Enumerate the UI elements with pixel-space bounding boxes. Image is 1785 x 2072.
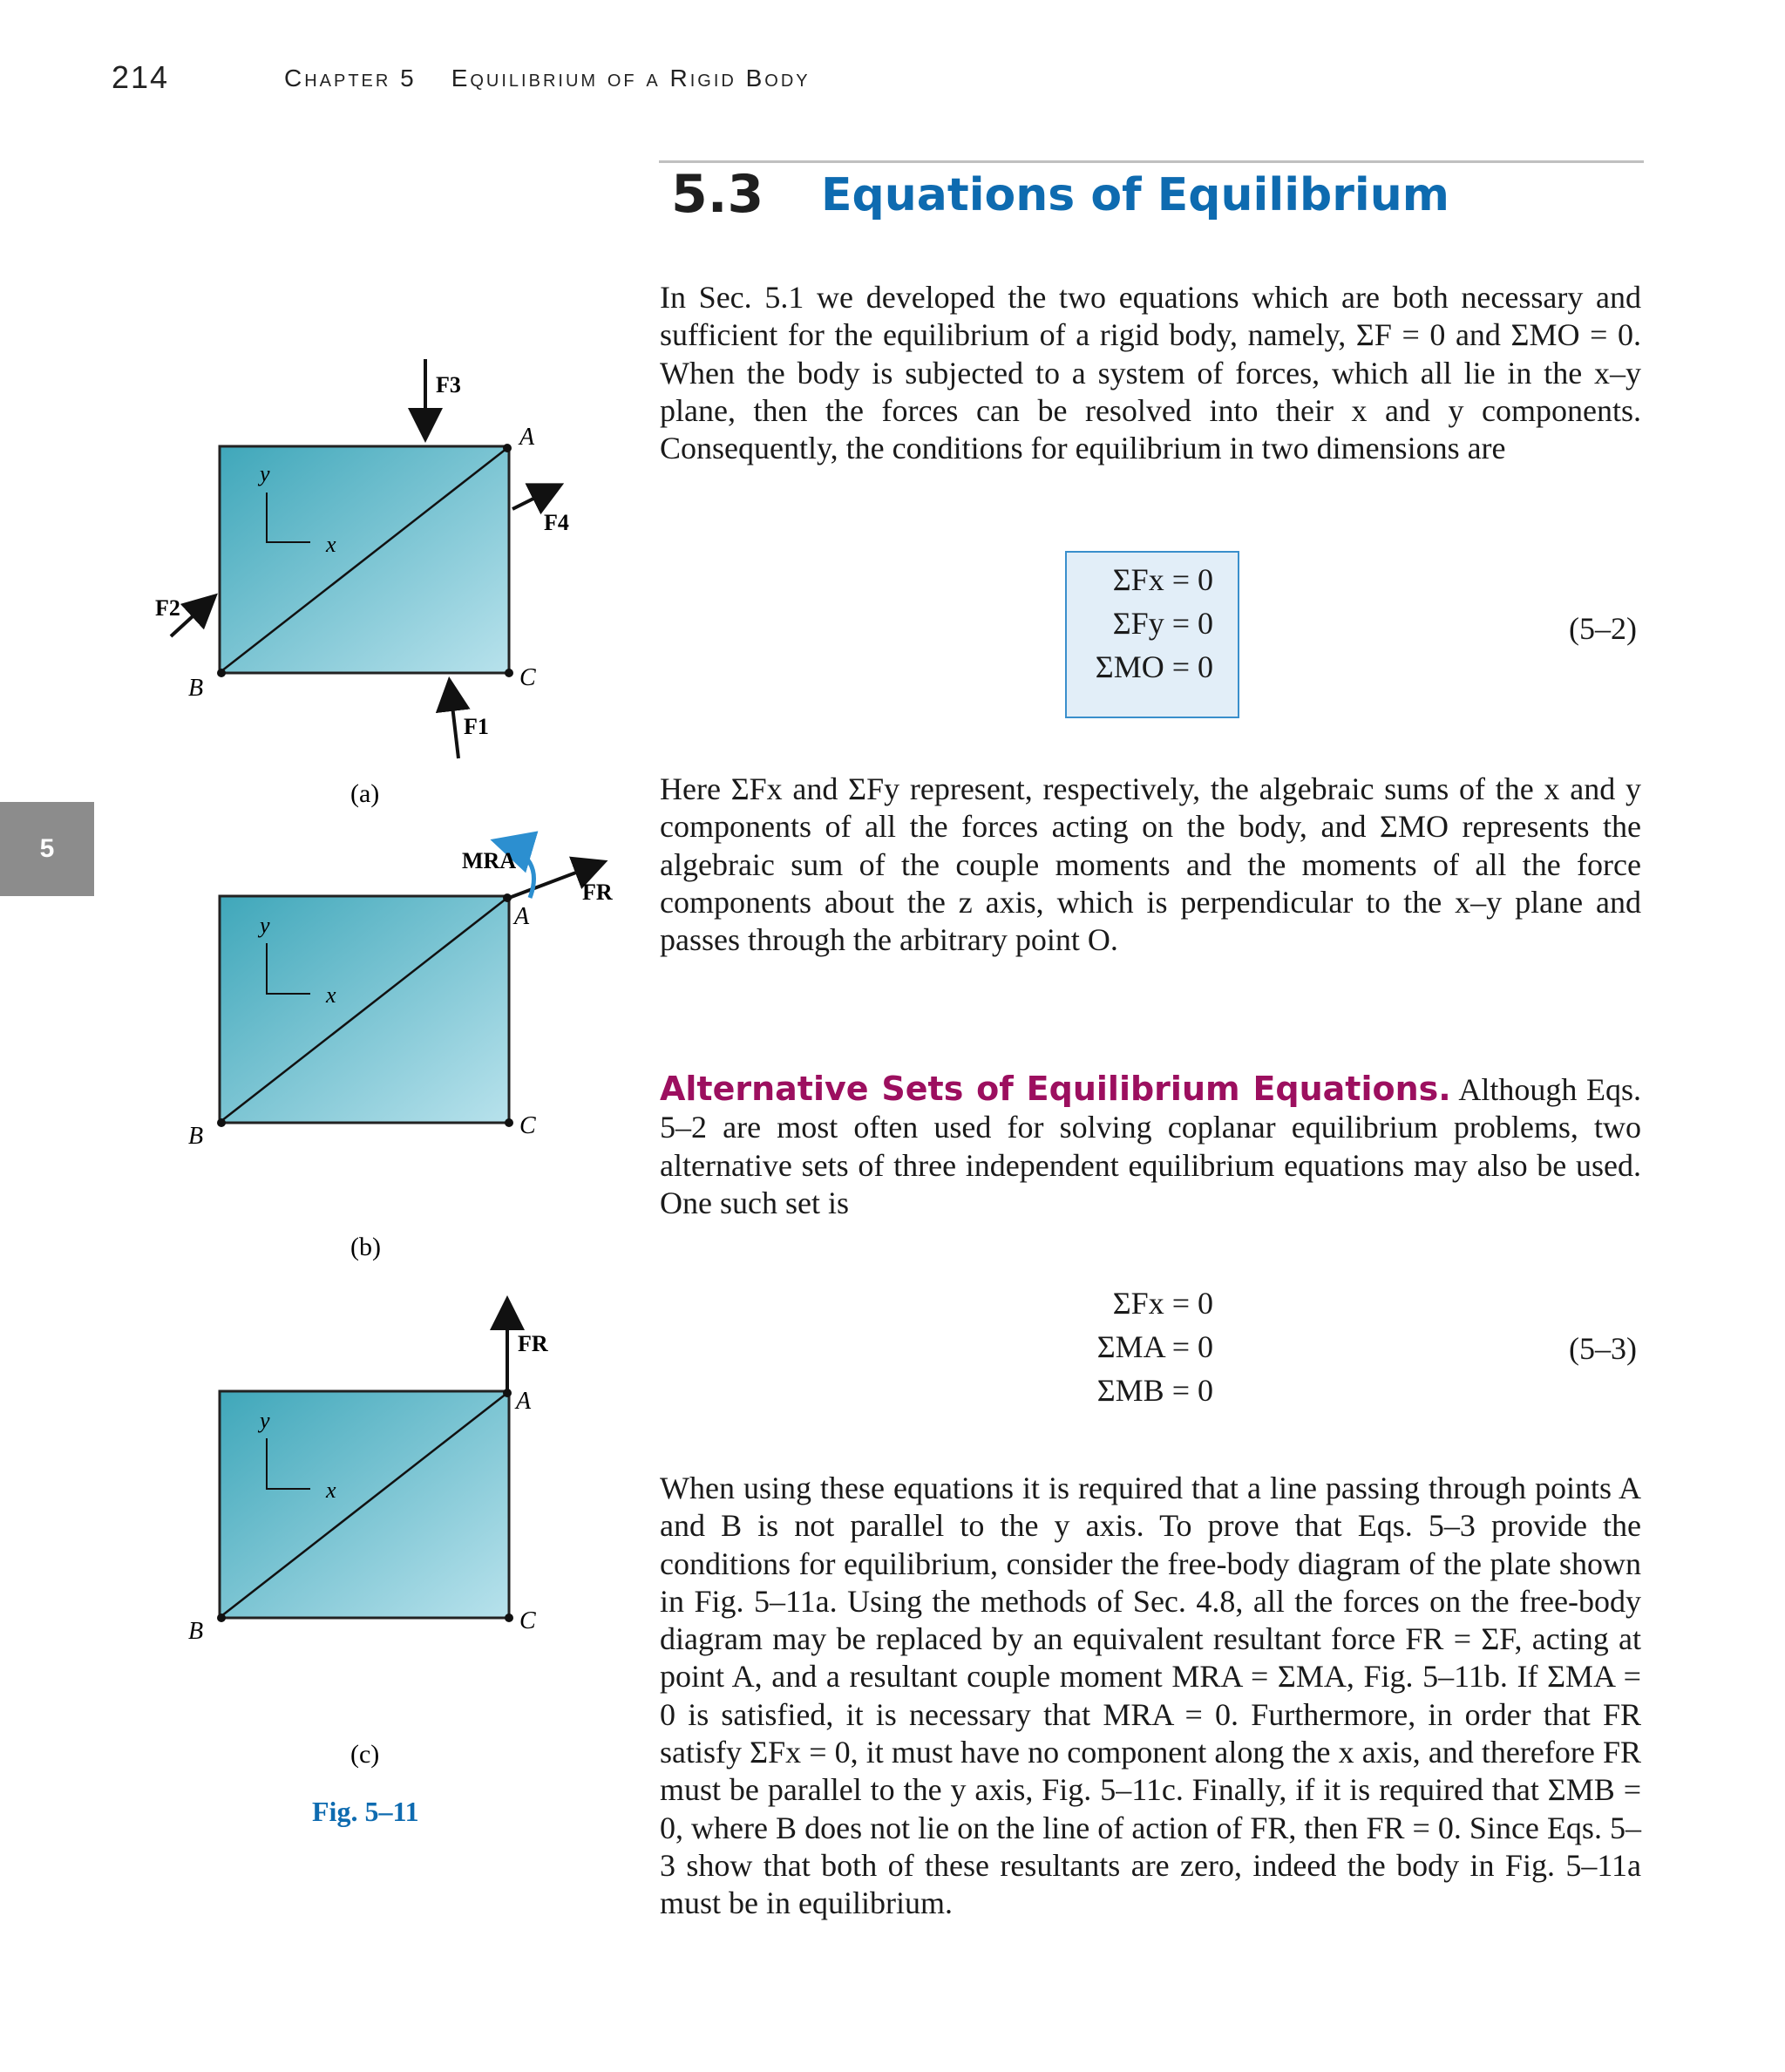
alternative-heading: Alternative Sets of Equilibrium Equations. [660, 1070, 1451, 1108]
panel-b [188, 842, 613, 1261]
label-b: B [188, 1123, 204, 1150]
force-f2-label: F2 [155, 595, 180, 621]
label-c: C [519, 1112, 536, 1139]
force-f1-label: F1 [464, 714, 489, 739]
section-number: 5.3 [671, 164, 764, 225]
point-c-marker [505, 1118, 513, 1127]
chapter-side-tab: 5 [0, 802, 94, 896]
force-fr-label: FR [582, 880, 613, 905]
equation-line: ΣFx = 0 [1112, 562, 1213, 597]
figure-5-11 [0, 0, 645, 1874]
label-a: A [516, 1388, 532, 1415]
label-b: B [188, 1618, 204, 1645]
point-b-marker [217, 669, 226, 677]
point-c-marker [505, 669, 513, 677]
equations-5-2 [1065, 558, 1213, 689]
force-f3-label: F3 [436, 372, 461, 397]
intro-paragraph: In Sec. 5.1 we developed the two equations which are both necessary and sufficient for the equilibrium of a rigid body, namely, ΣF = 0 and ΣMO = 0. When the body is subjected to a system of forces, which all lie in the x–y plane, then the forces can be resolved into their x and y components. Consequently, the conditions for equilibrium in two dimensions are [660, 280, 1641, 466]
equation-number-5-3: (5–3) [1569, 1331, 1637, 1366]
panel-c [188, 1302, 548, 1769]
axis-y-label: y [260, 1408, 270, 1433]
force-f4-arrow [512, 486, 558, 509]
force-f4-label: F4 [544, 510, 569, 535]
axis-x-label: x [326, 532, 336, 557]
alternative-text: Although Eqs. 5–2 are most often used for solving coplanar equilibrium problems, two alternative sets of three independent equilibrium equations may also be used. One such set is [660, 1072, 1642, 1220]
figure-caption: Fig. 5–11 [312, 1796, 419, 1827]
label-b: B [188, 675, 204, 702]
force-fr-label: FR [518, 1331, 548, 1356]
equation-line: ΣMO = 0 [1095, 649, 1213, 684]
chapter-title: Equilibrium of a Rigid Body [451, 65, 811, 92]
label-a: A [519, 424, 535, 451]
axis-x-label: x [326, 982, 336, 1008]
panel-a [155, 359, 569, 808]
alternative-sets-paragraph [660, 1070, 1641, 1222]
label-a: A [514, 903, 530, 930]
point-a-marker [503, 444, 512, 452]
equation-line: ΣMA = 0 [1096, 1329, 1213, 1364]
panel-label-a: (a) [350, 779, 380, 808]
equations-5-3 [1065, 1281, 1213, 1412]
point-c-marker [505, 1613, 513, 1622]
panel-label-c: (c) [350, 1740, 380, 1769]
point-b-marker [217, 1613, 226, 1622]
proof-paragraph: When using these equations it is required that a line passing through points A and B is not parallel to the y axis. To prove that Eqs. 5–3 provide the conditions for equilibrium, consider the free-body diagram of the plate shown in Fig. 5–11a. Using the methods of Sec. 4.8, all the forces on the free-body diagram may be replaced by an equivalent resultant force FR = ΣF, acting at point A, and a resultant couple moment MRA = ΣMA, Fig. 5–11b. If ΣMA = 0 is satisfied, it is necessary that MRA = 0. Furthermore, in order that FR satisfy ΣFx = 0, it must have no component along the x axis, and therefore FR must be parallel to the y axis, Fig. 5–11c. Finally, if it is required that ΣMB = 0, where B does not lie on the line of action of FR, then FR = 0. Since Eqs. 5–3 show that both of these resultants are zero, indeed the body in Fig. 5–11a must be in equilibrium. [660, 1471, 1641, 1921]
equation-line: ΣFx = 0 [1112, 1286, 1213, 1321]
moment-mra-label: MRA [462, 848, 517, 873]
point-b-marker [217, 1118, 226, 1127]
explain-paragraph: Here ΣFx and ΣFy represent, respectively, the algebraic sums of the x and y components of all the forces acting on the body, and ΣMO represents the algebraic sum of the couple moments and the moments of all the force components about the z axis, which is perpendicular to the x–y plane and passes through the arbitrary point O. [660, 771, 1641, 958]
axis-x-label: x [326, 1478, 336, 1503]
equation-line: ΣFy = 0 [1112, 606, 1213, 641]
chapter-label: Chapter 5 [284, 65, 417, 92]
label-c: C [519, 664, 536, 691]
page-number: 214 [112, 59, 170, 95]
panel-label-b: (b) [350, 1233, 381, 1261]
axis-y-label: y [260, 461, 270, 486]
force-f1-arrow [450, 683, 458, 758]
equation-number-5-2: (5–2) [1569, 611, 1637, 646]
equation-line: ΣMB = 0 [1096, 1373, 1213, 1408]
axis-y-label: y [260, 913, 270, 938]
section-rule [659, 160, 1644, 163]
section-title: Equations of Equilibrium [821, 169, 1449, 221]
label-c: C [519, 1607, 536, 1634]
